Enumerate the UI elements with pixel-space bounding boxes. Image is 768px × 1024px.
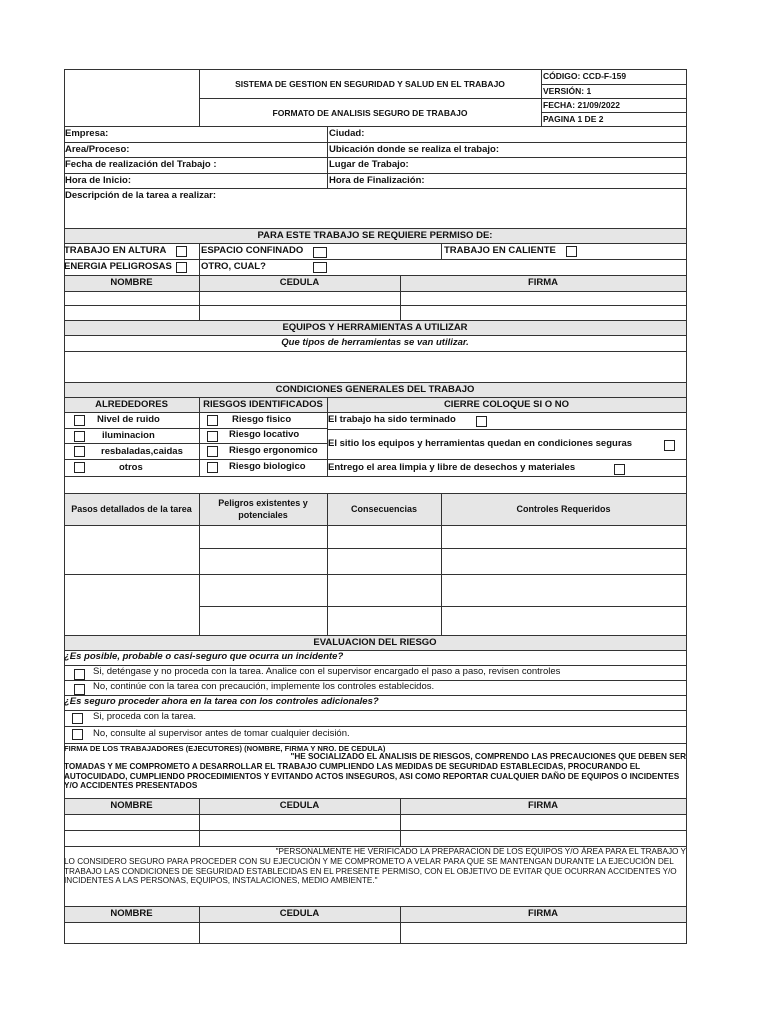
permits-title: PARA ESTE TRABAJO SE REQUIERE PERMISO DE: — [257, 230, 493, 241]
closure-checkbox[interactable] — [614, 464, 625, 475]
work-place-field[interactable]: Lugar de Trabajo: — [329, 159, 409, 170]
permit-energy-label: ENERGIA PELIGROSAS — [64, 261, 172, 272]
risk-checkbox[interactable] — [207, 446, 218, 457]
risk-item: Riesgo ergonomico — [229, 445, 318, 456]
permit-confined-label: ESPACIO CONFINADO — [201, 245, 304, 256]
closure-header: CIERRE COLOQUE SI O NO — [443, 399, 570, 410]
q1-no-label: No, continúe con la tarea con precaución, implemente los controles establecidos. — [93, 681, 435, 692]
surroundings-checkbox[interactable] — [74, 431, 85, 442]
permit-hot-checkbox[interactable] — [566, 246, 577, 257]
task-description-field[interactable]: Descripción de la tarea a realizar: — [65, 190, 217, 201]
surroundings-item: Nivel de ruido — [97, 414, 160, 425]
permit-other-label: OTRO, CUAL? — [201, 261, 266, 272]
risks-header: RIESGOS IDENTIFICADOS — [203, 399, 323, 410]
evaluation-question-2: ¿Es seguro proceder ahora en la tarea con los controles adicionales? — [64, 696, 379, 707]
city-field[interactable]: Ciudad: — [329, 128, 365, 139]
system-title: SISTEMA DE GESTION EN SEGURIDAD Y SALUD EN EL TRABAJO — [235, 79, 505, 89]
col-name: NOMBRE — [110, 277, 153, 288]
closure-item: Entrego el area limpia y libre de desechos y materiales — [328, 462, 576, 473]
hazards-header: Peligros existentes y potenciales — [218, 498, 308, 520]
form-title: FORMATO DE ANALISIS SEGURO DE TRABAJO — [272, 108, 468, 118]
q1-yes-checkbox[interactable] — [74, 669, 85, 680]
area-field[interactable]: Area/Proceso: — [65, 144, 130, 155]
col-name: NOMBRE — [110, 800, 153, 811]
doc-date: FECHA: 21/09/2022 — [543, 100, 621, 110]
col-id: CEDULA — [279, 908, 320, 919]
permit-confined-checkbox[interactable] — [313, 247, 327, 258]
risk-item: Riesgo locativo — [229, 429, 300, 440]
permit-height-checkbox[interactable] — [176, 246, 187, 257]
conditions-title: CONDICIONES GENERALES DEL TRABAJO — [275, 384, 475, 395]
doc-page: PAGINA 1 DE 2 — [543, 114, 604, 124]
permit-hot-label: TRABAJO EN CALIENTE — [444, 245, 556, 256]
start-time-field[interactable]: Hora de Inicio: — [65, 175, 131, 186]
q2-yes-checkbox[interactable] — [72, 713, 83, 724]
end-time-field[interactable]: Hora de Finalización: — [329, 175, 425, 186]
risk-checkbox[interactable] — [207, 415, 218, 426]
surroundings-item: iluminacion — [102, 430, 155, 441]
evaluation-title: EVALUACION DEL RIESGO — [313, 637, 437, 648]
risk-checkbox[interactable] — [207, 462, 218, 473]
work-date-field[interactable]: Fecha de realización del Trabajo : — [65, 159, 217, 170]
surroundings-header: ALREDEDORES — [95, 399, 168, 410]
q2-no-label: No, consulte al supervisor antes de tomar cualquier decisión. — [93, 728, 350, 739]
risk-checkbox[interactable] — [207, 431, 218, 442]
closure-item: El sitio los equipos y herramientas quedan en condiciones seguras — [328, 438, 633, 449]
col-id: CEDULA — [279, 800, 320, 811]
equipment-question: Que tipos de herramientas se van utilizar. — [281, 337, 469, 348]
col-id: CEDULA — [279, 277, 320, 288]
doc-version: VERSIÓN: 1 — [543, 86, 592, 96]
permit-other-checkbox[interactable] — [313, 262, 327, 273]
col-name: NOMBRE — [110, 908, 153, 919]
consequences-header: Consecuencias — [350, 504, 418, 514]
surroundings-checkbox[interactable] — [74, 415, 85, 426]
workers-label: FIRMA DE LOS TRABAJADORES (EJECUTORES) (NOMBRE, FIRMA Y NRO. DE CEDULA) — [64, 744, 386, 753]
q2-no-checkbox[interactable] — [72, 729, 83, 740]
permit-energy-checkbox[interactable] — [176, 262, 187, 273]
q1-yes-label: Si, deténgase y no proceda con la tarea. Analice con el supervisor encargado el paso a paso, revisen controles — [93, 666, 561, 677]
workers-statement-line-1: "HE SOCIALIZADO EL ANALISIS DE RIESGOS, COMPRENDO LAS PRECAUCIONES QUE DEBEN SER — [290, 752, 686, 761]
risk-item: Riesgo fisico — [232, 414, 292, 425]
closure-checkbox[interactable] — [476, 416, 487, 427]
permit-height-label: TRABAJO EN ALTURA — [64, 245, 167, 256]
controls-header: Controles Requeridos — [516, 504, 611, 514]
q1-no-checkbox[interactable] — [74, 684, 85, 695]
surroundings-checkbox[interactable] — [74, 446, 85, 457]
supervisor-statement-line-1: "PERSONALMENTE HE VERIFICADO LA PREPARACION DE LOS EQUIPOS Y/O ÁREA PARA EL TRABAJO Y — [275, 847, 686, 856]
surroundings-checkbox[interactable] — [74, 462, 85, 473]
risk-item: Riesgo biologico — [229, 461, 306, 472]
workers-statement: TOMADAS Y ME COMPROMETO A DESARROLLAR EL TRABAJO CUMPLIENDO LAS MEDIDAS DE SEGURIDAD ESTABLECIDAS, PROCURANDO EL AUTOCUIDADO, CUMPLIENDO PROCEDIMIENTOS Y EVITANDO ACTOS INSEGUROS, ASI COMO REPORTAR CUALQUIER DAÑO DE EQUIPOS O INCIDENTES Y/O ACCIDENTES PRESENTADOS — [64, 762, 680, 791]
col-signature: FIRMA — [527, 277, 559, 288]
steps-header: Pasos detallados de la tarea — [71, 504, 192, 514]
surroundings-item: resbaladas,caidas — [101, 446, 183, 457]
closure-item: El trabajo ha sido terminado — [328, 414, 456, 425]
location-field[interactable]: Ubicación donde se realiza el trabajo: — [329, 144, 499, 155]
col-signature: FIRMA — [527, 908, 559, 919]
col-signature: FIRMA — [527, 800, 559, 811]
evaluation-question-1: ¿Es posible, probable o casi-seguro que ocurra un incidente? — [64, 651, 344, 662]
surroundings-item: otros — [119, 462, 143, 473]
company-field[interactable]: Empresa: — [65, 128, 109, 139]
q2-yes-label: Si, proceda con la tarea. — [93, 711, 196, 722]
closure-checkbox[interactable] — [664, 440, 675, 451]
doc-code: CÓDIGO: CCD-F-159 — [543, 71, 627, 81]
equipment-title: EQUIPOS Y HERRAMIENTAS A UTILIZAR — [282, 322, 468, 333]
supervisor-statement: LO CONSIDERO SEGURO PARA PROCEDER CON SU EJECUCIÓN Y ME COMPROMETO A VELAR PARA QUE SE MANTENGAN DURANTE LA EJECUCIÓN DEL TRABAJO LAS CONDICIONES DE SEGURIDAD ESTABLECIDAS EN EL PRESENTE PERMISO, CON EL OBJETIVO DE EVITAR QUE OCURRAN ACCIDENTES Y/O INCIDENTES A LAS PERSONAS, EQUIPOS, INSTALACIONES, MEDIO AMBIENTE." — [64, 857, 677, 886]
